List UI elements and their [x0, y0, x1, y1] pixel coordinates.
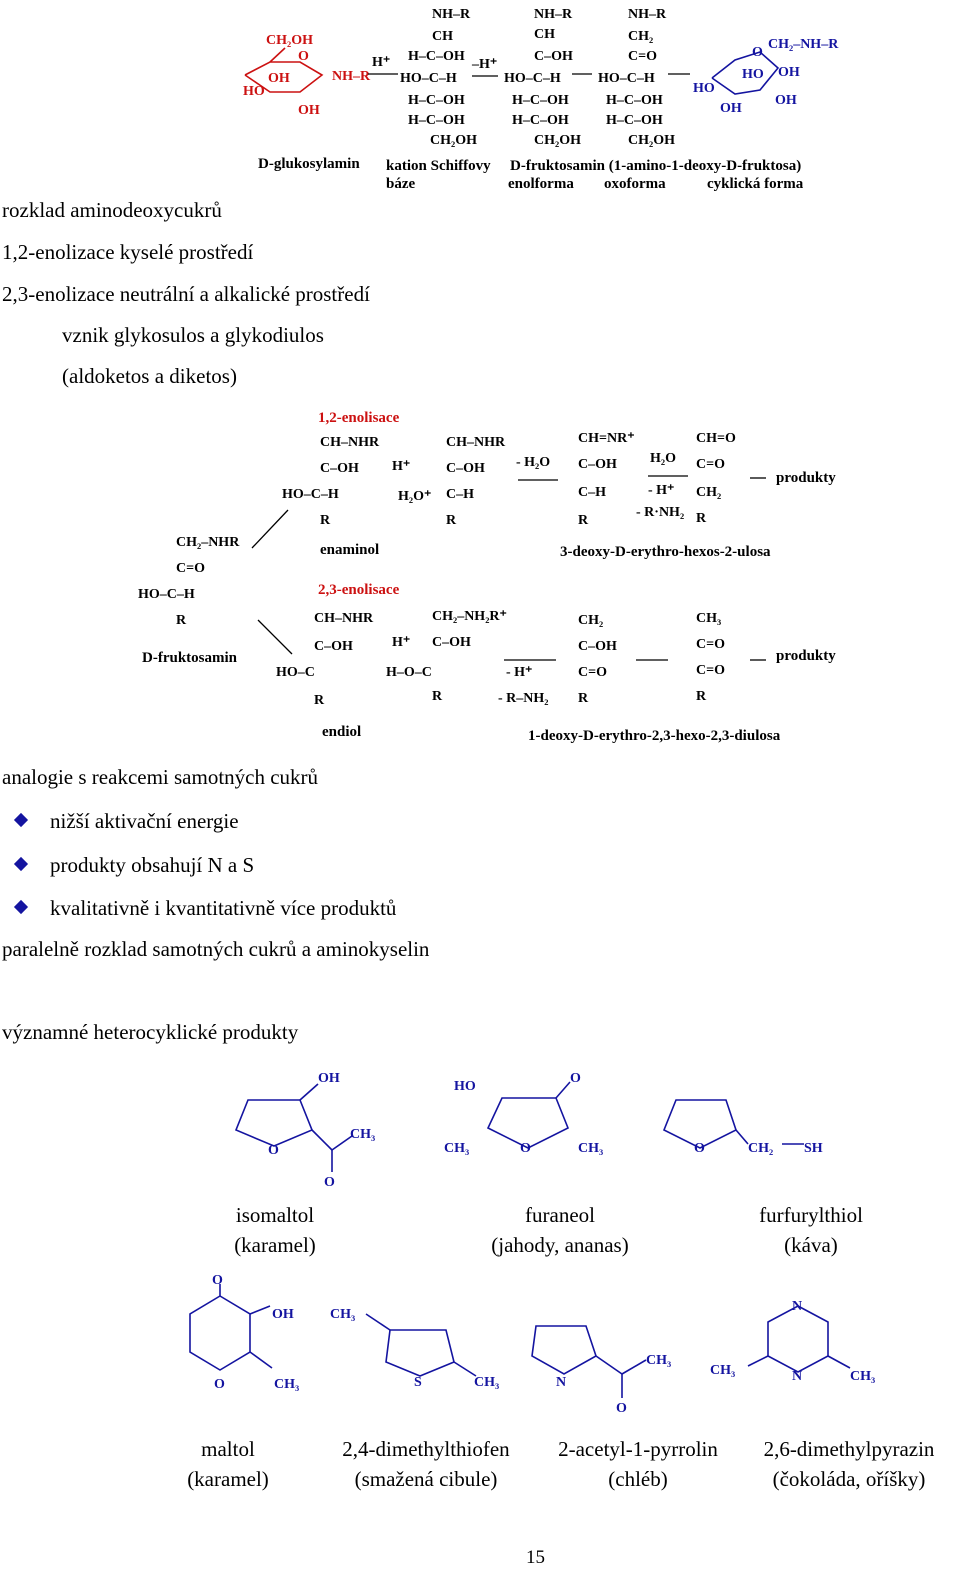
arrow-up	[252, 510, 288, 548]
svg-text:C–OH: C–OH	[314, 639, 353, 654]
svg-text:C–OH: C–OH	[578, 639, 617, 654]
svg-text:O: O	[324, 1175, 335, 1190]
svg-text:O: O	[212, 1273, 223, 1288]
step-23-2	[386, 609, 556, 706]
svg-text:O: O	[752, 45, 763, 60]
svg-text:S: S	[414, 1375, 422, 1390]
svg-text:OH: OH	[298, 103, 320, 118]
svg-text:CH₂OH: CH₂OH	[430, 133, 477, 148]
svg-text:- H⁺: - H⁺	[648, 483, 675, 498]
caption-furaneol: furaneol (jahody, ananas)	[491, 1203, 629, 1257]
svg-text:H–C–OH: H–C–OH	[408, 113, 465, 128]
svg-text:C–OH: C–OH	[432, 635, 471, 650]
label-endiol: endiol	[322, 724, 362, 740]
page-number: 15	[526, 1547, 545, 1568]
label-enol12: 1,2-enolisace	[318, 410, 400, 426]
bullet-text-1: nižší aktivační energie	[50, 809, 239, 833]
label-oxo: oxoforma	[604, 176, 666, 192]
text-analogie: analogie s reakcemi samotných cukrů	[2, 765, 319, 789]
svg-text:C=O: C=O	[628, 49, 657, 64]
svg-text:CH₂–NHR: CH₂–NHR	[176, 535, 240, 550]
svg-text:HO–C–H: HO–C–H	[504, 71, 561, 86]
svg-text:CH=O: CH=O	[696, 431, 736, 446]
label-produkty-2: produkty	[776, 648, 836, 664]
caption-dimethylthiofen: 2,4-dimethylthiofen (smažená cibule)	[342, 1437, 510, 1491]
svg-text:C–OH: C–OH	[578, 457, 617, 472]
svg-text:C–H: C–H	[578, 485, 606, 500]
fructosamin-structure	[138, 535, 240, 628]
text-line-1: rozklad aminodeoxycukrů	[2, 198, 222, 222]
svg-text:CH₂OH: CH₂OH	[628, 133, 675, 148]
svg-text:CH₃: CH₃	[274, 1377, 300, 1392]
oxo-form-structure	[598, 7, 690, 148]
svg-text:H⁺: H⁺	[372, 55, 391, 70]
svg-text:CH₂OH: CH₂OH	[266, 33, 313, 48]
svg-text:R: R	[320, 513, 331, 528]
svg-text:R: R	[696, 689, 707, 704]
svg-text:H–C–OH: H–C–OH	[606, 113, 663, 128]
label-schiff: kation Schiffovy	[386, 158, 491, 174]
svg-text:H–C–OH: H–C–OH	[408, 49, 465, 64]
endiol-structure	[276, 611, 374, 708]
svg-text:OH: OH	[268, 71, 290, 86]
label-cyclic: cyklická forma	[707, 176, 804, 192]
svg-text:R: R	[446, 513, 457, 528]
bullet-text-3: kvalitativně i kvantitativně více produktů	[50, 896, 397, 920]
svg-text:H–O–C: H–O–C	[386, 665, 432, 680]
isomaltol-structure	[236, 1071, 375, 1190]
svg-text:H₂O: H₂O	[650, 451, 676, 466]
svg-text:HO: HO	[454, 1079, 476, 1094]
caption-dimethylpyrazin: 2,6-dimethylpyrazin (čokoláda, oříšky)	[763, 1437, 935, 1491]
maltol-structure	[190, 1273, 299, 1392]
svg-text:H⁺: H⁺	[392, 459, 411, 474]
svg-text:R: R	[578, 691, 589, 706]
text-line-5: (aldoketos a diketos)	[62, 364, 237, 388]
svg-text:R: R	[314, 693, 325, 708]
svg-text:HO: HO	[742, 67, 764, 82]
svg-text:HO–C: HO–C	[276, 665, 315, 680]
svg-text:CH₂: CH₂	[748, 1141, 774, 1156]
text-heterocycles-heading: významné heterocyklické produkty	[2, 1020, 299, 1044]
label-fructosamin: D-fruktosamin	[142, 650, 238, 666]
svg-text:NH–R: NH–R	[534, 7, 573, 22]
svg-text:O: O	[214, 1377, 225, 1392]
svg-text:CH=NR⁺: CH=NR⁺	[578, 431, 635, 446]
svg-text:OH: OH	[318, 1071, 340, 1086]
svg-text:C=O: C=O	[578, 665, 607, 680]
svg-text:CH₃: CH₃	[850, 1369, 876, 1384]
svg-text:O: O	[694, 1141, 705, 1156]
svg-text:N: N	[556, 1375, 567, 1390]
svg-text:O: O	[520, 1141, 531, 1156]
step-12-2	[392, 435, 558, 528]
svg-text:SH: SH	[804, 1141, 823, 1156]
glucosylamine-structure	[243, 33, 371, 118]
svg-text:CH–NHR: CH–NHR	[446, 435, 506, 450]
svg-text:C=O: C=O	[176, 561, 205, 576]
svg-text:CH₃: CH₃	[330, 1307, 356, 1322]
svg-text:OH: OH	[778, 65, 800, 80]
svg-text:- R–NH₂: - R–NH₂	[498, 691, 549, 706]
svg-text:CH₂OH: CH₂OH	[534, 133, 581, 148]
text-paralelne: paralelně rozklad samotných cukrů a aminokyselin	[2, 937, 430, 961]
caption-acetylpyrrolin: 2-acetyl-1-pyrrolin (chléb)	[558, 1437, 718, 1491]
svg-text:NH–R: NH–R	[628, 7, 667, 22]
svg-text:HO–C–H: HO–C–H	[400, 71, 457, 86]
svg-text:H₂O⁺: H₂O⁺	[398, 489, 432, 504]
svg-text:–H⁺: –H⁺	[472, 57, 498, 72]
label-glucosylamine: D-glukosylamin	[258, 156, 360, 172]
svg-text:HO: HO	[243, 84, 265, 99]
svg-text:OH: OH	[720, 101, 742, 116]
svg-text:CH₃: CH₃	[444, 1141, 470, 1156]
text-line-2: 1,2-enolizace kyselé prostředí	[2, 240, 254, 264]
svg-text:C=O: C=O	[696, 457, 725, 472]
svg-text:C=O: C=O	[696, 637, 725, 652]
svg-text:H–C–OH: H–C–OH	[408, 93, 465, 108]
svg-text:CH₂–NH₂R⁺: CH₂–NH₂R⁺	[432, 609, 507, 624]
svg-text:C–OH: C–OH	[534, 49, 573, 64]
furfurylthiol-structure	[664, 1100, 823, 1156]
svg-text:CH–NHR: CH–NHR	[320, 435, 380, 450]
schiff-cation-structure	[368, 7, 498, 148]
svg-text:O: O	[298, 49, 309, 64]
svg-text:O: O	[268, 1143, 279, 1158]
svg-text:CH₂: CH₂	[578, 613, 604, 628]
caption-maltol: maltol (karamel)	[187, 1437, 269, 1491]
svg-text:CH₂: CH₂	[696, 485, 722, 500]
svg-text:R: R	[432, 689, 443, 704]
arrow-down	[258, 620, 292, 654]
svg-text:HO–C–H: HO–C–H	[282, 487, 339, 502]
svg-text:NH–R: NH–R	[432, 7, 471, 22]
svg-text:C–OH: C–OH	[320, 461, 359, 476]
bullet-text-2: produkty obsahují N a S	[50, 853, 255, 877]
svg-text:R: R	[176, 613, 187, 628]
label-enaminol: enaminol	[320, 542, 380, 558]
svg-text:OH: OH	[272, 1307, 294, 1322]
step-23-3	[578, 613, 668, 706]
caption-isomaltol: isomaltol (karamel)	[234, 1203, 316, 1257]
svg-text:H–C–OH: H–C–OH	[512, 93, 569, 108]
enaminol-structure	[282, 435, 380, 528]
svg-text:C=O: C=O	[696, 663, 725, 678]
label-product1: 3-deoxy-D-erythro-hexos-2-ulosa	[560, 544, 771, 560]
svg-text:- R·NH₂: - R·NH₂	[636, 505, 685, 520]
svg-text:OH: OH	[775, 93, 797, 108]
svg-text:N: N	[792, 1369, 803, 1384]
svg-text:CH: CH	[432, 29, 453, 44]
svg-text:CH₂–NH–R: CH₂–NH–R	[768, 37, 839, 52]
svg-text:R: R	[696, 511, 707, 526]
svg-text:HO: HO	[693, 81, 715, 96]
furaneol-structure	[444, 1071, 603, 1156]
svg-text:CH: CH	[534, 27, 555, 42]
step-12-4	[696, 431, 766, 526]
label-produkty-1: produkty	[776, 470, 836, 486]
label-fructosamine: D-fruktosamin (1-amino-1-deoxy-D-fruktosa)	[510, 158, 802, 174]
step-12-3	[578, 431, 688, 528]
svg-text:HO–C–H: HO–C–H	[138, 587, 195, 602]
label-product2: 1-deoxy-D-erythro-2,3-hexo-2,3-diulosa	[528, 728, 781, 744]
label-enol: enolforma	[508, 176, 574, 192]
svg-text:H–C–OH: H–C–OH	[606, 93, 663, 108]
svg-text:C–H: C–H	[446, 487, 474, 502]
svg-text:CH₂: CH₂	[628, 29, 654, 44]
svg-text:R: R	[578, 513, 589, 528]
text-line-3: 2,3-enolizace neutrální a alkalické prostředí	[2, 282, 370, 306]
dimethylthiofen-structure	[330, 1307, 499, 1390]
svg-text:CH₃: CH₃	[474, 1375, 500, 1390]
svg-text:H⁺: H⁺	[392, 635, 411, 650]
svg-text:CH₃: CH₃	[578, 1141, 604, 1156]
svg-text:NH–R: NH–R	[332, 69, 371, 84]
svg-text:O: O	[570, 1071, 581, 1086]
label-enol23: 2,3-enolisace	[318, 582, 400, 598]
svg-text:CH–NHR: CH–NHR	[314, 611, 374, 626]
svg-text:C–OH: C–OH	[446, 461, 485, 476]
dimethylpyrazin-structure	[710, 1299, 875, 1384]
svg-text:HO–C–H: HO–C–H	[598, 71, 655, 86]
svg-text:- H₂O: - H₂O	[516, 455, 551, 470]
caption-furfurylthiol: furfurylthiol (káva)	[759, 1203, 863, 1257]
step-23-4	[696, 611, 766, 704]
svg-text:CH₃: CH₃	[646, 1353, 672, 1368]
svg-text:H–C–OH: H–C–OH	[512, 113, 569, 128]
svg-text:CH₃: CH₃	[350, 1127, 376, 1142]
label-schiff-2: báze	[386, 176, 416, 192]
svg-text:N: N	[792, 1299, 803, 1314]
svg-text:CH₃: CH₃	[710, 1363, 736, 1378]
svg-text:- H⁺: - H⁺	[506, 665, 533, 680]
acetylpyrrolin-structure	[532, 1326, 671, 1416]
svg-text:O: O	[616, 1401, 627, 1416]
cyclic-form-structure	[693, 37, 839, 116]
svg-text:CH₃: CH₃	[696, 611, 722, 626]
enol-form-structure	[504, 7, 592, 148]
text-line-4: vznik glykosulos a glykodiulos	[62, 323, 324, 347]
